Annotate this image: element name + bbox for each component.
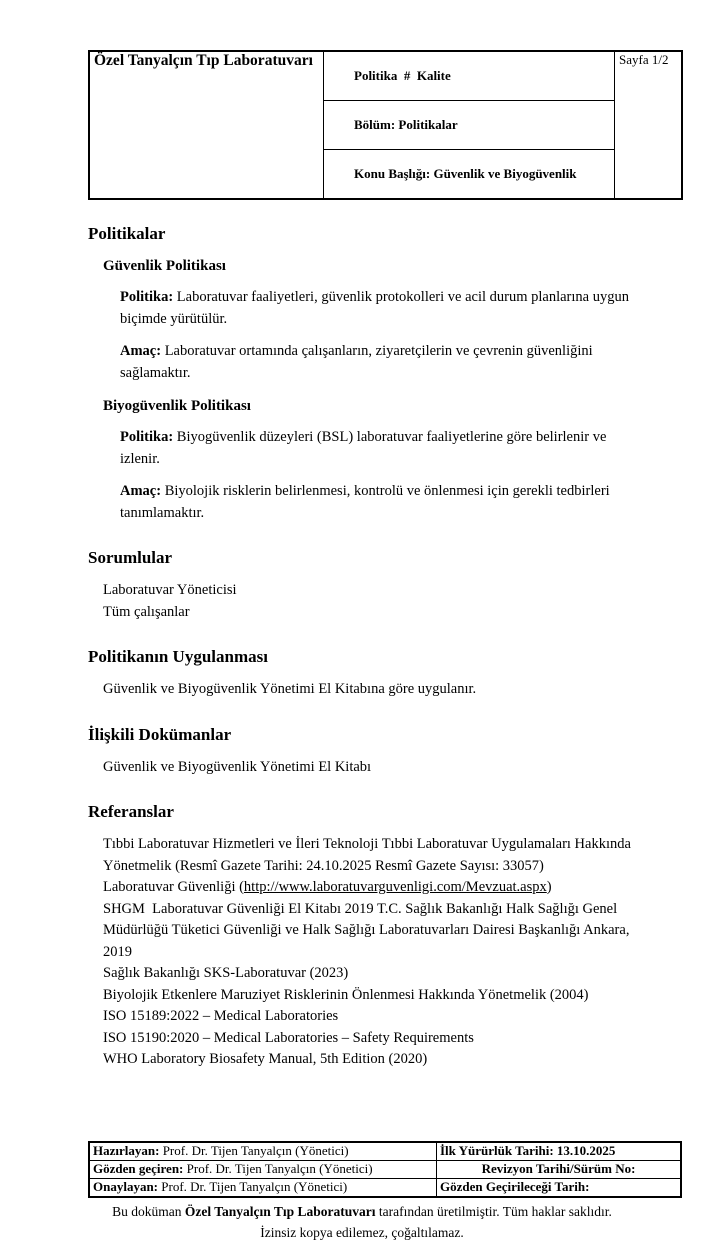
- section-label: Bölüm: Politikalar: [354, 117, 458, 132]
- heading-politikalar: Politikalar: [88, 224, 166, 243]
- reference-text: ): [546, 879, 552, 895]
- note-text: tarafından üretilmiştir. Tüm haklar saklıdır.: [375, 1203, 612, 1219]
- politika-text: Biyogüvenlik düzeyleri (BSL) laboratuvar faaliyetlerine göre belirlenir ve izlenir.: [120, 429, 607, 467]
- heading-politikanin-uygulanmasi: Politikanın Uygulanması: [88, 647, 268, 666]
- reference-link[interactable]: http://www.laboratuvarguvenligi.com/Mevzuat.aspx: [243, 879, 547, 895]
- hazirlayan-person: Prof. Dr. Tijen Tanyalçın (Yönetici): [159, 1143, 349, 1158]
- iliskili-text: Güvenlik ve Biyogüvenlik Yönetimi El Kitabı: [103, 758, 372, 775]
- page-number-cell: [615, 51, 683, 199]
- reference-item: WHO Laboratory Biosafety Manual, 5th Edition (2020): [103, 1051, 428, 1067]
- revizyon-cell: Revizyon Tarihi/Sürüm No:: [437, 1160, 682, 1178]
- note-text: Bu doküman: [112, 1203, 185, 1219]
- uygulama-text: Güvenlik ve Biyogüvenlik Yönetimi El Kitabına göre uygulanır.: [103, 681, 477, 697]
- gozden-geciren-label: Gözden geçiren:: [93, 1161, 184, 1176]
- org-name-bold: Özel Tanyalçın Tıp Laboratuvarı: [184, 1203, 376, 1219]
- onaylayan-person: Prof. Dr. Tijen Tanyalçın (Yönetici): [158, 1179, 348, 1194]
- politika-text: Laboratuvar faaliyetleri, güvenlik protokolleri ve acil durum planlarına uygun biçimde yürütülür.: [120, 289, 629, 327]
- sorumlular-list: [103, 580, 643, 623]
- hazirlayan-cell: [89, 1142, 437, 1161]
- table-row: [89, 1178, 681, 1197]
- gozden-geciren-cell: [89, 1160, 437, 1178]
- table-row: [89, 1142, 681, 1161]
- approval-table: [88, 1141, 682, 1198]
- doc-type-cell: [324, 51, 615, 101]
- politika-label: Politika:: [120, 289, 174, 305]
- hazirlayan-label: Hazırlayan:: [93, 1143, 160, 1158]
- amac-label: Amaç:: [120, 483, 162, 499]
- gozden-geciren-person: Prof. Dr. Tijen Tanyalçın (Yönetici): [183, 1161, 373, 1176]
- subject-cell: [324, 150, 615, 200]
- reference-item: Sağlık Bakanlığı SKS-Laboratuvar (2023): [103, 965, 349, 981]
- biyoguvenlik-amac-paragraph: [120, 481, 632, 524]
- copyright-note: [0, 1201, 724, 1243]
- guvenlik-politika-paragraph: [120, 287, 632, 330]
- subject-label: Konu Başlığı: Güvenlik ve Biyogüvenlik: [354, 166, 577, 181]
- guvenlik-amac-paragraph: [120, 341, 632, 384]
- org-name: Özel Tanyalçın Tıp Laboratuvarı: [94, 52, 313, 69]
- copyright-line-2: İzinsiz kopya edilemez, çoğaltılamaz.: [260, 1224, 464, 1240]
- doc-type: Politika # Kalite: [354, 68, 451, 83]
- section-cell: [324, 101, 615, 150]
- amac-text: Biyolojik risklerin belirlenmesi, kontrolü ve önlenmesi için gerekli tedbirleri tanımlamaktır.: [120, 483, 610, 521]
- references-list: [103, 834, 643, 1071]
- biyoguvenlik-politika-paragraph: [120, 427, 632, 470]
- list-item: Laboratuvar Yöneticisi: [103, 582, 237, 598]
- header-table: [88, 50, 683, 200]
- onaylayan-cell: [89, 1178, 437, 1197]
- copyright-line-1: [0, 1201, 724, 1222]
- org-name-cell: [89, 51, 324, 199]
- reference-item: Tıbbi Laboratuvar Hizmetleri ve İleri Teknoloji Tıbbi Laboratuvar Uygulamaları Hakkında Yönetmelik (Resmî Gazete Tarihi: 24.10.2025 Resmî Gazete Sayısı: 33057): [103, 836, 635, 874]
- reference-item: [103, 877, 643, 899]
- heading-iliskili-dokumanlar: İlişkili Dokümanlar: [88, 724, 232, 744]
- reference-item: ISO 15189:2022 – Medical Laboratories: [103, 1008, 339, 1024]
- reference-item: Biyolojik Etkenlere Maruziyet Risklerinin Önlenmesi Hakkında Yönetmelik (2004): [103, 986, 589, 1003]
- heading-sorumlular: Sorumlular: [88, 548, 173, 567]
- heading-biyoguvenlik-politikasi: Biyogüvenlik Politikası: [103, 398, 251, 414]
- reference-text: Laboratuvar Güvenliği (: [103, 879, 244, 895]
- reference-item: ISO 15190:2020 – Medical Laboratories – Safety Requirements: [103, 1029, 474, 1046]
- amac-text: Laboratuvar ortamında çalışanların, ziyaretçilerin ve çevrenin güvenliğini sağlamaktır.: [120, 343, 593, 381]
- page-number: Sayfa 1/2: [619, 52, 669, 67]
- onaylayan-label: Onaylayan:: [93, 1179, 159, 1194]
- gozden-gecirilecegi-cell: Gözden Geçirileceği Tarih:: [437, 1178, 682, 1197]
- amac-label: Amaç:: [120, 343, 162, 359]
- header-row-1: [89, 51, 682, 101]
- heading-referanslar: Referanslar: [88, 802, 174, 821]
- table-row: [89, 1160, 681, 1178]
- list-item: Tüm çalışanlar: [103, 603, 190, 620]
- heading-guvenlik-politikasi: Güvenlik Politikası: [103, 258, 226, 274]
- politika-label: Politika:: [120, 429, 174, 445]
- ilk-yururluk-cell: İlk Yürürlük Tarihi: 13.10.2025: [437, 1142, 682, 1161]
- reference-item: SHGM Laboratuvar Güvenliği El Kitabı 2019 T.C. Sağlık Bakanlığı Halk Sağlığı Genel Müdürlüğü Tüketici Güvenliği ve Halk Sağlığı Laboratuvarları Dairesi Başkanlığı Ankara, 2019: [103, 900, 634, 960]
